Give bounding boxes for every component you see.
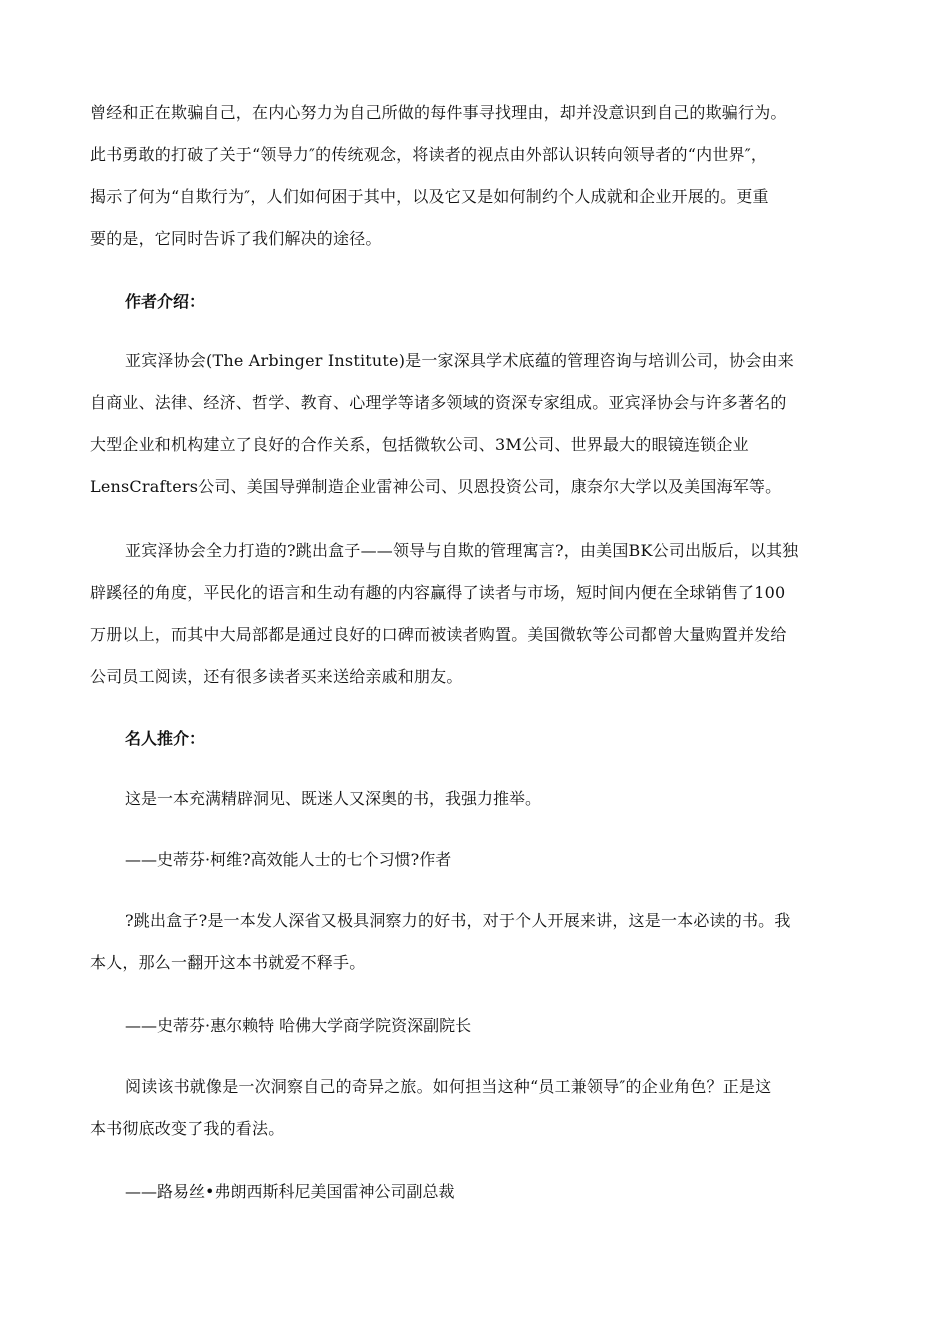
text-line: 揭示了何为“自欺行为″，人们如何困于其中，以及它又是如何制约个人成就和企业开展的。更重 (90, 187, 769, 206)
text-line: 万册以上，而其中大局部都是通过良好的口碑而被读者购置。美国微软等公司都曾大量购置并发给 (90, 625, 787, 644)
attribution-3: ——路易丝•弗朗西斯科尼美国雷神公司副总裁 (125, 1182, 455, 1201)
text-line: 要的是，它同时告诉了我们解决的途径。 (90, 229, 382, 248)
attribution-2: ——史蒂芬·惠尔赖特 哈佛大学商学院资深副院长 (125, 1016, 472, 1035)
recommend-heading: 名人推介： (125, 729, 206, 748)
attribution-1: ——史蒂芬·柯维?高效能人士的七个习惯?作者 (125, 850, 452, 869)
intro-paragraph (90, 92, 860, 260)
text-line: 公司员工阅读，还有很多读者买来送给亲戚和朋友。 (90, 667, 463, 686)
quote-1: 这是一本充满精辟洞见、既迷人又深奥的书，我强力推举。 (125, 789, 542, 808)
text-line: LensCrafters公司、美国导弹制造企业雷神公司、贝恩投资公司，康奈尔大学以及美国海军等。 (90, 477, 782, 496)
author-paragraph-2 (90, 530, 860, 698)
author-heading: 作者介绍： (125, 292, 206, 311)
text-line: 亚宾泽协会(The Arbinger Institute)是一家深具学术底蕴的管理咨询与培训公司，协会由来 (125, 351, 794, 370)
text-line: 曾经和正在欺骗自己，在内心努力为自己所做的每件事寻找理由，却并没意识到自己的欺骗行为。 (90, 103, 787, 122)
text-line: 亚宾泽协会全力打造的?跳出盒子——领导与自欺的管理寓言?，由美国BK公司出版后，以其独 (125, 541, 799, 560)
quote-3 (90, 1066, 860, 1150)
text-line: 辟蹊径的角度，平民化的语言和生动有趣的内容赢得了读者与市场，短时间内便在全球销售了100 (90, 583, 786, 602)
text-line: 本书彻底改变了我的看法。 (90, 1119, 285, 1138)
text-line: ?跳出盒子?是一本发人深省又极具洞察力的好书，对于个人开展来讲，这是一本必读的书。我 (125, 911, 791, 930)
text-line: 大型企业和机构建立了良好的合作关系，包括微软公司、3M公司、世界最大的眼镜连锁企业 (90, 435, 749, 454)
text-line: 本人，那么一翻开这本书就爱不释手。 (90, 953, 366, 972)
author-paragraph-1 (90, 340, 860, 508)
text-line: 自商业、法律、经济、哲学、教育、心理学等诸多领域的资深专家组成。亚宾泽协会与许多著名的 (90, 393, 787, 412)
text-line: 阅读该书就像是一次洞察自己的奇异之旅。如何担当这种“员工兼领导″的企业角色？正是这 (125, 1077, 772, 1096)
text-line: 此书勇敢的打破了关于“领导力″的传统观念，将读者的视点由外部认识转向领导者的“内世界″， (90, 145, 768, 164)
quote-2 (90, 900, 860, 984)
